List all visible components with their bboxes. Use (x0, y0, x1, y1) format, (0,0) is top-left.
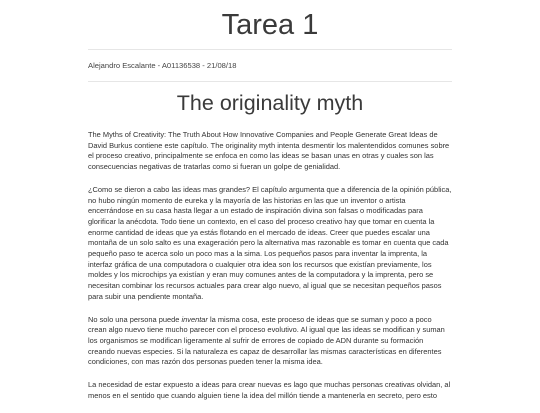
document-title: Tarea 1 (221, 9, 319, 41)
document-page (88, 0, 452, 413)
paragraph-evolution-start: No solo una persona puede (88, 314, 182, 324)
article-title: The originality myth (176, 91, 364, 115)
paragraph-ideas-origin: ¿Como se dieron a cabo las ideas mas grandes? El capítulo argumenta que a diferencia de la opinión pública, no hubo ningún momento de eureka y la mayoría de las historias en las que un inventor o artista encerrándose en su casa hasta llegar a un estado de inspiración divina son falsas o modificadas para glorificar la anécdota. Todo tiene un contexto, en el caso del proceso creativo hay que tomar en cuenta la enorme cantidad de ideas que ya estás flotando en el mercado de ideas. Creer que puedes escalar una montaña de un solo salto es una exageración pero la alternativa mas razonable es tomar en cuenta que cada pequeño paso te acerca solo un poco mas a la sima. Los pequeños pasos para inventar la imprenta, la interfaz gráfica de una computadora o cualquier otra idea son los recursos que existían previamente, los moldes y los microchips ya existían y eran muy comunes antes de la computadora y la imprenta, pero se necesitan combinar los recursos actuales para crear algo nuevo, al igual que se necesitan pequeños pasos para subir una pendiente montaña. (88, 184, 452, 301)
author-line: Alejandro Escalante - A01136538 - 21/08/18 (88, 61, 237, 70)
paragraph-evolution (88, 315, 452, 369)
emphasis-inventar: inventar (181, 314, 208, 324)
paragraph-intro: The Myths of Creativity: The Truth About How Innovative Companies and People Generate Great Ideas de David Burkus contiene este capítulo. The originality myth intenta desmentir los malentendidos comunes sobre el proceso creativo, principalmente se enfoca en como las ideas se basan unas en otras y cuales son las consecuencias negativas de tratarlas como si fueran un golpe de genialidad. (88, 130, 450, 172)
article-body (88, 130, 452, 401)
paragraph-exposure: La necesidad de estar expuesto a ideas para crear nuevas es lago que muchas personas creativas olvidan, al menos en el sentido que cuando alguien tiene la idea del millón tiende a mantenerla en secreto, pero esto (88, 380, 451, 400)
paragraph-evolution-rest: la misma cosa, este proceso de ideas que se suman y poco a poco crean algo nuevo tiene mucho parecer con el proceso evolutivo. Al igual que las ideas se modifican y suman los organismos se modifican ligeramente al sufrir de errores de copiado de ADN durante su formación creando nuevas especies. Si la naturaleza es capaz de desarrollar las mismas características en diferentes condiciones, con mas razón dos personas pueden tener la misma idea. (88, 314, 445, 367)
